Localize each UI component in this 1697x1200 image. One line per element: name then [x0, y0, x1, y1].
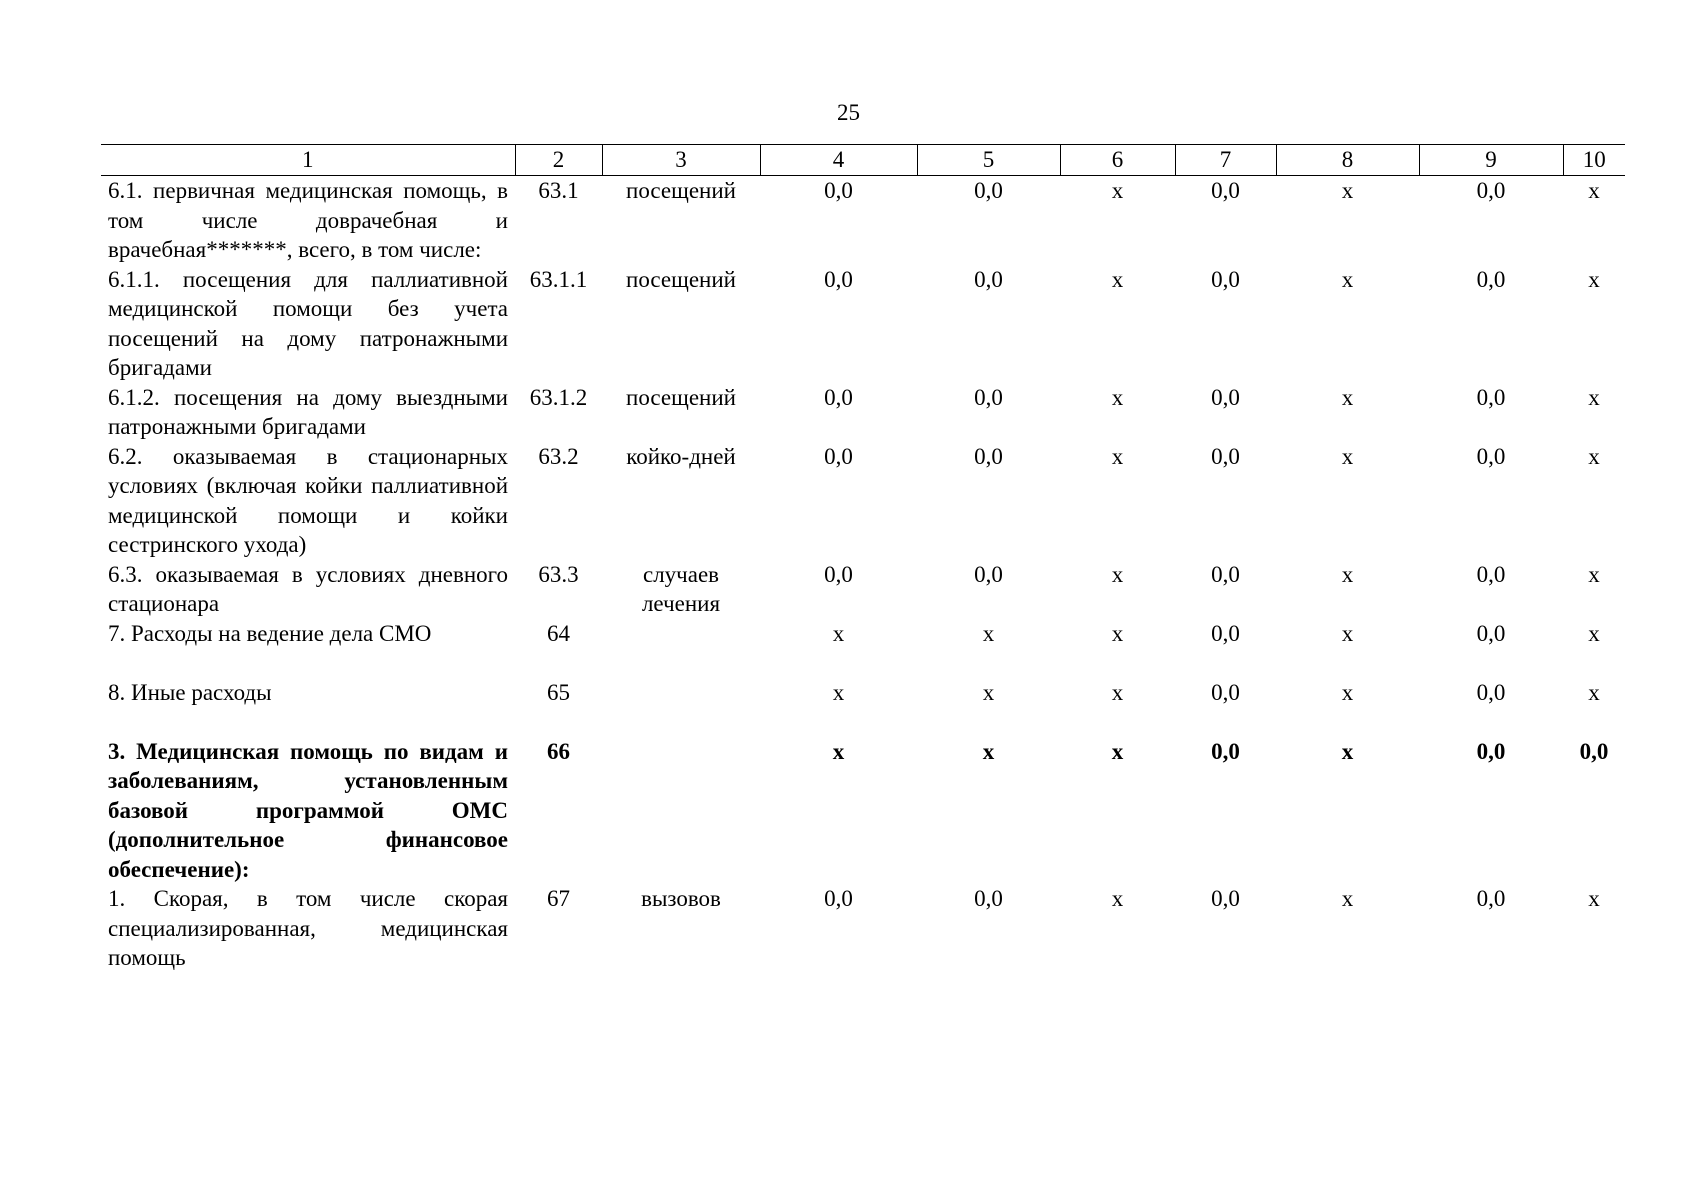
cell-col4: x	[832, 738, 845, 764]
row-code: 66	[547, 738, 570, 764]
cell-col4: 0,0	[824, 443, 853, 469]
cell-col9: 0,0	[1476, 679, 1506, 705]
row-unit	[602, 678, 760, 737]
cell-col9: 0,0	[1476, 620, 1506, 646]
row-code: 63.2	[538, 443, 579, 469]
column-header: 1	[101, 145, 515, 176]
row-name: 6.2. оказываемая в стационарных условиях (включая койки паллиативной медицинской помощи и койки сестринского ухода)	[108, 443, 508, 557]
column-header: 10	[1563, 145, 1625, 176]
row-unit: посещений	[626, 266, 736, 292]
column-header: 8	[1276, 145, 1419, 176]
column-header: 4	[760, 145, 917, 176]
column-header: 6	[1060, 145, 1175, 176]
cell-col6: x	[1111, 561, 1124, 587]
row-name: 7. Расходы на ведение дела СМО	[108, 620, 432, 646]
cell-col4: x	[832, 679, 845, 705]
cell-col6: x	[1111, 266, 1124, 292]
cell-col8: x	[1341, 561, 1354, 587]
table-row	[101, 560, 1625, 619]
cell-col10: x	[1588, 561, 1600, 587]
cell-col10: x	[1588, 443, 1600, 469]
cell-col7: 0,0	[1211, 443, 1240, 469]
cell-col6: x	[1111, 679, 1124, 705]
cell-col10: 0,0	[1579, 738, 1609, 764]
cell-col8: x	[1341, 679, 1354, 705]
row-unit: посещений	[626, 384, 736, 410]
table-row	[101, 884, 1625, 973]
column-header: 2	[515, 145, 602, 176]
cell-col9: 0,0	[1476, 266, 1506, 292]
row-code: 63.1	[538, 178, 579, 203]
column-header: 7	[1175, 145, 1276, 176]
cell-col5: 0,0	[974, 561, 1003, 587]
cell-col6: x	[1111, 384, 1124, 410]
table-row	[101, 176, 1625, 265]
cell-col10: x	[1588, 178, 1600, 203]
cell-col7: 0,0	[1211, 178, 1240, 203]
column-header: 5	[917, 145, 1060, 176]
cell-col10: x	[1588, 266, 1600, 292]
cell-col7: 0,0	[1211, 679, 1240, 705]
row-name: 6.1.2. посещения на дому выездными патронажными бригадами	[108, 384, 508, 439]
row-code: 63.1.1	[529, 266, 588, 292]
row-unit: посещений	[626, 178, 736, 203]
cell-col8: x	[1341, 620, 1354, 646]
cell-col9: 0,0	[1476, 886, 1506, 911]
cell-col4: 0,0	[824, 886, 853, 911]
cell-col10: x	[1588, 384, 1600, 410]
cell-col5: 0,0	[974, 178, 1003, 203]
table-row	[101, 619, 1625, 678]
cell-col10: x	[1588, 679, 1600, 705]
table-row	[101, 678, 1625, 737]
cell-col7: 0,0	[1211, 620, 1240, 646]
table-row	[101, 737, 1625, 885]
row-name: 1. Скорая, в том числе скорая специализированная, медицинская помощь	[108, 886, 508, 970]
row-code: 64	[547, 620, 570, 646]
row-unit: случаев лечения	[641, 561, 721, 616]
table-row	[101, 383, 1625, 442]
cell-col6: x	[1111, 886, 1124, 911]
row-name: 6.1. первичная медицинская помощь, в том числе доврачебная и врачебная*******, всего, в том числе:	[108, 178, 508, 262]
row-name: 8. Иные расходы	[108, 679, 272, 705]
row-unit: койко-дней	[626, 443, 736, 469]
cell-col5: 0,0	[974, 443, 1003, 469]
cell-col9: 0,0	[1476, 178, 1506, 203]
cell-col8: x	[1341, 443, 1354, 469]
cell-col5: x	[982, 679, 995, 705]
column-header: 3	[602, 145, 760, 176]
cell-col4: 0,0	[824, 178, 853, 203]
row-name: 3. Медицинская помощь по видам и заболеваниям, установленным базовой программой ОМС (дополнительное финансовое обеспечение):	[108, 738, 508, 882]
cell-col8: x	[1341, 384, 1354, 410]
cell-col5: 0,0	[974, 886, 1003, 911]
cell-col8: x	[1341, 886, 1354, 911]
cell-col5: 0,0	[974, 384, 1003, 410]
row-code: 65	[547, 679, 570, 705]
cell-col7: 0,0	[1211, 266, 1240, 292]
row-code: 63.1.2	[529, 384, 588, 410]
cell-col4: 0,0	[824, 266, 853, 292]
table-row	[101, 265, 1625, 383]
cell-col9: 0,0	[1476, 561, 1506, 587]
cell-col4: 0,0	[824, 384, 853, 410]
cell-col7: 0,0	[1211, 738, 1240, 764]
cell-col7: 0,0	[1211, 561, 1240, 587]
row-unit	[602, 737, 760, 885]
cell-col10: x	[1588, 620, 1600, 646]
cell-col9: 0,0	[1476, 443, 1506, 469]
column-header: 9	[1419, 145, 1563, 176]
data-table	[101, 144, 1625, 973]
row-code: 67	[547, 886, 570, 911]
cell-col9: 0,0	[1476, 738, 1506, 764]
header-row	[101, 145, 1625, 176]
cell-col9: 0,0	[1476, 384, 1506, 410]
cell-col6: x	[1111, 738, 1124, 764]
cell-col8: x	[1341, 178, 1354, 203]
row-code: 63.3	[538, 561, 579, 587]
cell-col6: x	[1111, 443, 1124, 469]
cell-col5: x	[982, 738, 995, 764]
cell-col4: x	[832, 620, 845, 646]
cell-col5: x	[982, 620, 995, 646]
table-row	[101, 442, 1625, 560]
row-unit	[602, 619, 760, 678]
cell-col6: x	[1111, 178, 1124, 203]
cell-col7: 0,0	[1211, 384, 1240, 410]
cell-col4: 0,0	[824, 561, 853, 587]
cell-col7: 0,0	[1211, 886, 1240, 911]
row-unit: вызовов	[641, 886, 721, 911]
cell-col10: x	[1588, 886, 1600, 911]
cell-col8: x	[1341, 266, 1354, 292]
cell-col8: x	[1341, 738, 1354, 764]
row-name: 6.3. оказываемая в условиях дневного стационара	[108, 561, 508, 616]
row-name: 6.1.1. посещения для паллиативной медицинской помощи без учета посещений на дому патронажными бригадами	[108, 266, 508, 380]
cell-col6: x	[1111, 620, 1124, 646]
cell-col5: 0,0	[974, 266, 1003, 292]
page-number: 25	[837, 100, 860, 125]
